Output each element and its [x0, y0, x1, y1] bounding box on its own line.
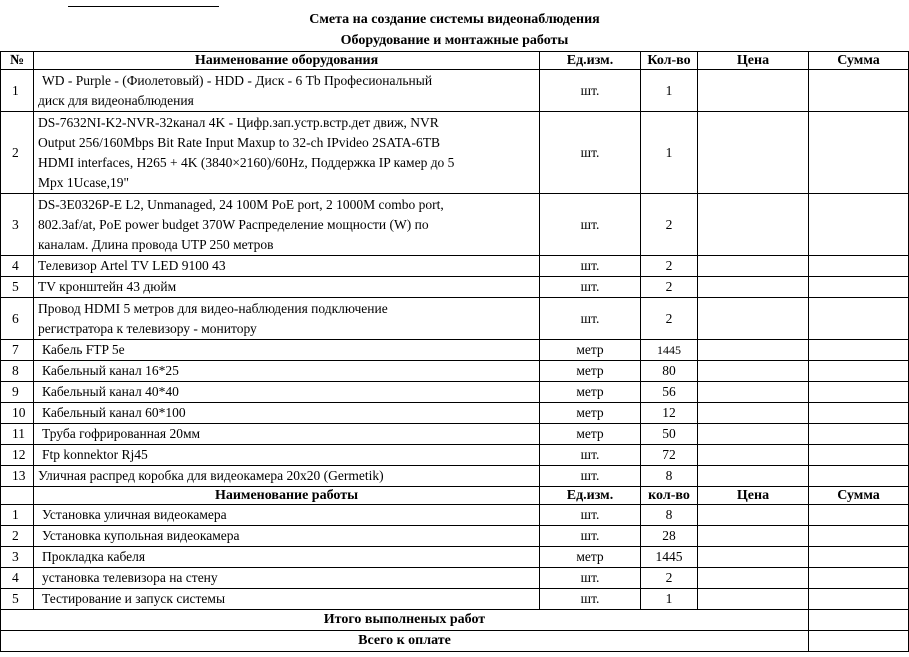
- equipment-name: [34, 340, 540, 361]
- equipment-row: [1, 403, 909, 424]
- equipment-unit: шт.: [540, 466, 641, 487]
- work-row: [1, 547, 909, 568]
- work-price: [698, 568, 809, 589]
- equipment-unit: шт.: [540, 277, 641, 298]
- equipment-sum: [809, 340, 909, 361]
- equipment-price: [698, 277, 809, 298]
- equipment-name: [34, 256, 540, 277]
- work-price: [698, 589, 809, 610]
- document-title: Смета на создание системы видеонаблюдения: [309, 12, 600, 27]
- row-number: 4: [1, 568, 34, 589]
- equipment-qty: 2: [641, 256, 698, 277]
- equipment-price: [698, 194, 809, 256]
- equipment-name-line: Телевизор Artel TV LED 9100 43: [38, 258, 226, 273]
- equipment-row: [1, 361, 909, 382]
- equipment-unit: метр: [540, 361, 641, 382]
- equipment-row: [1, 256, 909, 277]
- equipment-name-line: Кабельный канал 16*25: [42, 363, 179, 378]
- works-total-label: Итого выполненых работ: [1, 610, 809, 631]
- equipment-name: [34, 424, 540, 445]
- equipment-row: [1, 194, 909, 256]
- equipment-qty: 50: [641, 424, 698, 445]
- equipment-name-line: TV кронштейн 43 дюйм: [38, 279, 177, 294]
- signature-line: [68, 6, 219, 7]
- equipment-unit: шт.: [540, 256, 641, 277]
- equipment-sum: [809, 277, 909, 298]
- equipment-row: [1, 340, 909, 361]
- row-number: 3: [1, 547, 34, 568]
- work-unit: метр: [540, 547, 641, 568]
- equipment-sum: [809, 466, 909, 487]
- equipment-qty: 56: [641, 382, 698, 403]
- row-number: 12: [1, 445, 34, 466]
- equipment-name-line: DS-7632NI-K2-NVR-32канал 4K - Цифр.зап.устр.встр.дет движ, NVR: [38, 114, 439, 130]
- equipment-row: [1, 298, 909, 340]
- header-work-name: Наименование работы: [34, 487, 540, 505]
- equipment-price: [698, 340, 809, 361]
- works-header-qty: кол-во: [641, 487, 698, 505]
- works-header-sum: Сумма: [809, 487, 909, 505]
- equipment-unit: метр: [540, 382, 641, 403]
- row-number: 2: [1, 526, 34, 547]
- estimate-table-body: [1, 52, 909, 652]
- equipment-row: [1, 424, 909, 445]
- equipment-unit: метр: [540, 340, 641, 361]
- work-qty: 8: [641, 505, 698, 526]
- equipment-price: [698, 112, 809, 194]
- equipment-name-line: Уличная распред коробка для видеокамера 20x20 (Germetik): [38, 468, 384, 483]
- work-name: Установка уличная видеокамера: [34, 505, 540, 526]
- equipment-name: [34, 466, 540, 487]
- work-unit: шт.: [540, 568, 641, 589]
- header-sum: Сумма: [809, 52, 909, 70]
- work-row: [1, 568, 909, 589]
- equipment-row: [1, 445, 909, 466]
- equipment-sum: [809, 403, 909, 424]
- equipment-row: [1, 382, 909, 403]
- equipment-name: [34, 382, 540, 403]
- work-price: [698, 547, 809, 568]
- equipment-price: [698, 361, 809, 382]
- estimate-table: [0, 51, 909, 652]
- equipment-name-line: Кабель FTP 5e: [42, 342, 125, 357]
- work-unit: шт.: [540, 505, 641, 526]
- equipment-name-line: диск для видеонаблюдения: [38, 92, 194, 108]
- work-unit: шт.: [540, 526, 641, 547]
- equipment-price: [698, 298, 809, 340]
- header-qty: Кол-во: [641, 52, 698, 70]
- equipment-price: [698, 424, 809, 445]
- work-row: [1, 526, 909, 547]
- equipment-row: [1, 70, 909, 112]
- work-name: Тестирование и запуск системы: [34, 589, 540, 610]
- equipment-unit: шт.: [540, 194, 641, 256]
- equipment-sum: [809, 382, 909, 403]
- equipment-name-line: HDMI interfaces, H265 + 4K (3840×2160)/60Hz, Поддержка IP камер до 5: [38, 154, 455, 170]
- row-number: 6: [1, 298, 34, 340]
- equipment-name-line: Ftp konnektor Rj45: [42, 447, 148, 462]
- work-sum: [809, 526, 909, 547]
- equipment-name: [34, 403, 540, 424]
- equipment-name-line: Провод HDMI 5 метров для видео-наблюдения подключение: [38, 300, 388, 316]
- equipment-qty: 1: [641, 112, 698, 194]
- equipment-qty: 2: [641, 277, 698, 298]
- equipment-qty: 12: [641, 403, 698, 424]
- work-price: [698, 505, 809, 526]
- equipment-sum: [809, 445, 909, 466]
- equipment-sum: [809, 112, 909, 194]
- header-unit: Ед.изм.: [540, 52, 641, 70]
- document-subtitle: Оборудование и монтажные работы: [340, 33, 569, 48]
- equipment-unit: шт.: [540, 112, 641, 194]
- equipment-price: [698, 403, 809, 424]
- equipment-row: [1, 466, 909, 487]
- equipment-price: [698, 256, 809, 277]
- equipment-header-row: [1, 52, 909, 70]
- work-price: [698, 526, 809, 547]
- work-unit: шт.: [540, 589, 641, 610]
- row-number: 8: [1, 361, 34, 382]
- row-number: 5: [1, 277, 34, 298]
- equipment-name: [34, 70, 540, 112]
- equipment-name: [34, 361, 540, 382]
- equipment-unit: метр: [540, 403, 641, 424]
- equipment-name: [34, 277, 540, 298]
- work-row: [1, 589, 909, 610]
- row-number: 10: [1, 403, 34, 424]
- row-number: 11: [1, 424, 34, 445]
- equipment-name-line: регистратора к телевизору - монитору: [38, 320, 257, 336]
- equipment-qty: 72: [641, 445, 698, 466]
- equipment-name: [34, 445, 540, 466]
- grand-total-label: Всего к оплате: [1, 631, 809, 652]
- works-total-sum: [809, 610, 909, 631]
- row-number: 1: [1, 70, 34, 112]
- equipment-sum: [809, 424, 909, 445]
- equipment-unit: шт.: [540, 70, 641, 112]
- equipment-name-line: Кабельный канал 60*100: [42, 405, 186, 420]
- work-sum: [809, 505, 909, 526]
- work-qty: 1: [641, 589, 698, 610]
- equipment-name-line: Mpx 1Ucase,19": [38, 174, 129, 190]
- equipment-qty: 1445: [641, 340, 698, 361]
- equipment-name: [34, 194, 540, 256]
- equipment-name-line: Кабельный канал 40*40: [42, 384, 179, 399]
- grand-total-row: [1, 631, 909, 652]
- equipment-name-line: Output 256/160Mbps Bit Rate Input Maxup to 32-ch IPvideo 2SATA-6TB: [38, 134, 441, 150]
- equipment-name-line: DS-3E0326P-E L2, Unmanaged, 24 100M PoE port, 2 1000M combo port,: [38, 196, 444, 212]
- row-number: 13: [1, 466, 34, 487]
- equipment-sum: [809, 256, 909, 277]
- header-equipment-name: Наименование оборудования: [34, 52, 540, 70]
- grand-total-sum: [809, 631, 909, 652]
- equipment-sum: [809, 194, 909, 256]
- works-header-num: [1, 487, 34, 505]
- row-number: 3: [1, 194, 34, 256]
- works-header-price: Цена: [698, 487, 809, 505]
- work-qty: 2: [641, 568, 698, 589]
- works-header-row: [1, 487, 909, 505]
- equipment-price: [698, 466, 809, 487]
- header-num: №: [1, 52, 34, 70]
- equipment-qty: 1: [641, 70, 698, 112]
- equipment-price: [698, 382, 809, 403]
- row-number: 9: [1, 382, 34, 403]
- row-number: 4: [1, 256, 34, 277]
- equipment-name-line: каналам. Длина провода UTP 250 метров: [38, 236, 274, 252]
- equipment-sum: [809, 298, 909, 340]
- row-number: 2: [1, 112, 34, 194]
- row-number: 1: [1, 505, 34, 526]
- equipment-row: [1, 277, 909, 298]
- work-row: [1, 505, 909, 526]
- work-qty: 28: [641, 526, 698, 547]
- works-header-unit: Ед.изм.: [540, 487, 641, 505]
- equipment-unit: шт.: [540, 298, 641, 340]
- row-number: 5: [1, 589, 34, 610]
- work-qty: 1445: [641, 547, 698, 568]
- equipment-name-line: 802.3af/at, PoE power budget 370W Распределение мощности (W) по: [38, 216, 429, 232]
- equipment-name-line: Труба гофрированная 20мм: [42, 426, 201, 441]
- equipment-price: [698, 445, 809, 466]
- equipment-unit: шт.: [540, 445, 641, 466]
- work-name: Установка купольная видеокамера: [34, 526, 540, 547]
- equipment-qty: 80: [641, 361, 698, 382]
- equipment-price: [698, 70, 809, 112]
- equipment-qty: 2: [641, 194, 698, 256]
- header-price: Цена: [698, 52, 809, 70]
- works-total-row: [1, 610, 909, 631]
- equipment-unit: метр: [540, 424, 641, 445]
- equipment-sum: [809, 361, 909, 382]
- row-number: 7: [1, 340, 34, 361]
- work-sum: [809, 589, 909, 610]
- equipment-row: [1, 112, 909, 194]
- equipment-qty: 2: [641, 298, 698, 340]
- work-sum: [809, 547, 909, 568]
- equipment-sum: [809, 70, 909, 112]
- equipment-name: [34, 112, 540, 194]
- work-sum: [809, 568, 909, 589]
- equipment-name: [34, 298, 540, 340]
- work-name: установка телевизора на стену: [34, 568, 540, 589]
- work-name: Прокладка кабеля: [34, 547, 540, 568]
- equipment-qty: 8: [641, 466, 698, 487]
- equipment-name-line: WD - Purple - (Фиолетовый) - HDD - Диск - 6 Tb Професиональный: [42, 72, 433, 88]
